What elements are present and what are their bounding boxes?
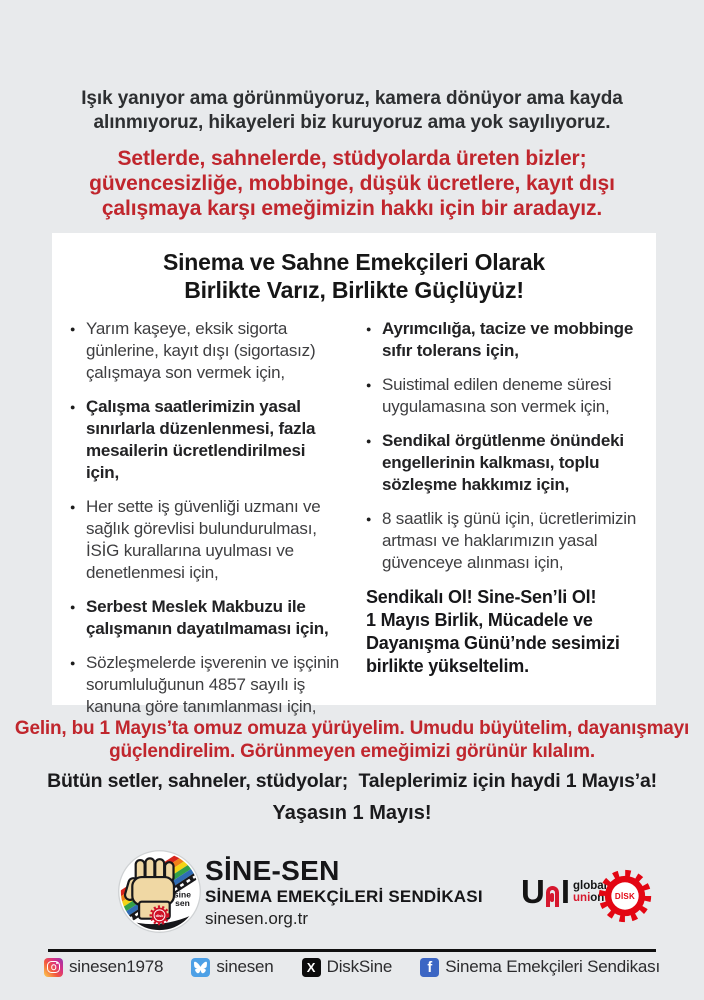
sinesen-logo: [117, 849, 202, 934]
demand-item: ● Çalışma saatlerimizin yasal sınırlarla düzenlenmesi, fazla mesailerin ücretlendirilmesi için,: [70, 396, 342, 484]
instagram-handle: sinesen1978: [69, 957, 164, 976]
x-handle: DiskSine: [326, 957, 393, 976]
bluesky-handle: sinesen: [216, 957, 274, 976]
intro-statement: [0, 87, 704, 135]
red-slogan-line: çalışmaya karşı emeğimizin hakkı için bir aradayız.: [101, 197, 603, 220]
invitation-line: güçlendirelim. Görünmeyen emeğimizi görünür kılalım.: [109, 741, 595, 762]
call-to-action: Bütün setler, sahneler, stüdyolar; Taleplerimiz için haydi 1 Mayıs’a!: [47, 770, 657, 792]
instagram-icon: [44, 958, 63, 977]
social-bar: [44, 956, 660, 978]
social-bluesky: [191, 957, 273, 977]
demands-right-column: [366, 318, 638, 730]
card-title-line: Sinema ve Sahne Emekçileri Olarak: [162, 249, 546, 275]
uni-global-union-logo: [521, 873, 607, 910]
card-title: [52, 233, 656, 304]
facebook-handle: Sinema Emekçileri Sendikası: [445, 957, 660, 976]
appeal-line: 1 Mayıs Birlik, Mücadele ve: [366, 610, 593, 630]
disk-logo: [596, 867, 654, 925]
appeal-line: Dayanışma Günü’nde sesimizi: [366, 633, 620, 653]
website-url: sinesen.org.tr: [205, 909, 308, 928]
facebook-icon: f: [420, 958, 439, 977]
intro-line: alınmıyoruz, hikayeleri biz kuruyoruz ama yok sayılıyoruz.: [93, 112, 611, 133]
demands-columns: [52, 318, 656, 730]
appeal-line: Sendikalı Ol! Sine-Sen’li Ol!: [366, 587, 597, 607]
x-icon: X: [302, 958, 321, 977]
intro-line: Işık yanıyor ama görünmüyoruz, kamera dönüyor ama kayda: [81, 88, 623, 109]
social-facebook: [420, 957, 660, 977]
organization-block: [205, 855, 483, 930]
demand-item: ● Serbest Meslek Makbuzu ile çalışmanın dayatılmaması için,: [70, 596, 342, 640]
red-slogan-line: Setlerde, sahnelerde, stüdyolarda üreten bizler;: [117, 147, 587, 170]
mayday-invitation: [0, 717, 704, 763]
demand-item: ● Her sette iş güvenliği uzmanı ve sağlık görevlisi bulundurulması, İSİG kurallarına uyulması ve denetlenmesi için,: [70, 496, 342, 584]
invitation-line: Gelin, bu 1 Mayıs’ta omuz omuza yürüyelim. Umudu büyütelim, dayanışmayı: [14, 718, 690, 739]
logo-badge-text: disk: [155, 912, 164, 918]
uni-union-label: union: [573, 891, 605, 904]
demand-item: ● Sözleşmelerde işverenin ve işçinin sorumluluğunun 4857 sayılı iş kanuna göre tanımlanması için,: [70, 652, 342, 718]
org-subtitle: SİNEMA EMEKÇİLERİ SENDİKASI: [205, 887, 483, 906]
uni-global-label: global: [573, 880, 607, 892]
disk-gear-icon: [596, 867, 654, 925]
red-slogan: [0, 146, 704, 221]
demand-item: ● Yarım kaşeye, eksik sigorta günlerine, kayıt dışı (sigortasız) çalışmaya son vermek için,: [70, 318, 342, 384]
demand-item: ● Sendikal örgütlenme önündeki engellerinin kalkması, toplu sözleşme hakkımız için,: [366, 430, 638, 496]
bluesky-butterfly-icon: [191, 958, 210, 977]
org-name: SİNE-SEN: [205, 855, 340, 886]
red-slogan-line: güvencesizliğe, mobbinge, düşük ücretlere, kayıt dışı: [89, 172, 615, 195]
demand-item: ● Ayrımcılığa, tacize ve mobbinge sıfır tolerans için,: [366, 318, 638, 362]
sinesen-fist-logo-icon: [117, 849, 202, 934]
demands-card: [52, 233, 656, 716]
social-instagram: [44, 957, 163, 977]
appeal-line: birlikte yükseltelim.: [366, 656, 529, 676]
logo-text-sine: sine: [173, 889, 191, 900]
uni-letter-i: I: [560, 873, 570, 910]
demand-item: ● 8 saatlik iş günü için, ücretlerimizin artması ve haklarımızın yasal güvenceye alınması için,: [366, 508, 638, 574]
footer-divider: [48, 949, 656, 952]
viva-slogan: Yaşasın 1 Mayıs!: [272, 802, 432, 824]
card-title-line: Birlikte Varız, Birlikte Güçlüyüz!: [184, 277, 524, 303]
join-union-appeal: [366, 586, 638, 678]
demands-left-column: [70, 318, 342, 730]
uni-person-icon: [546, 886, 559, 907]
demand-item: ● Suistimal edilen deneme süresi uygulamasına son vermek için,: [366, 374, 638, 418]
uni-wordmark: [521, 873, 570, 910]
uni-letter-u: U: [521, 873, 544, 910]
social-x: [302, 957, 392, 977]
disk-label: DİSK: [614, 892, 636, 902]
logo-text-sen: sen: [175, 897, 190, 908]
